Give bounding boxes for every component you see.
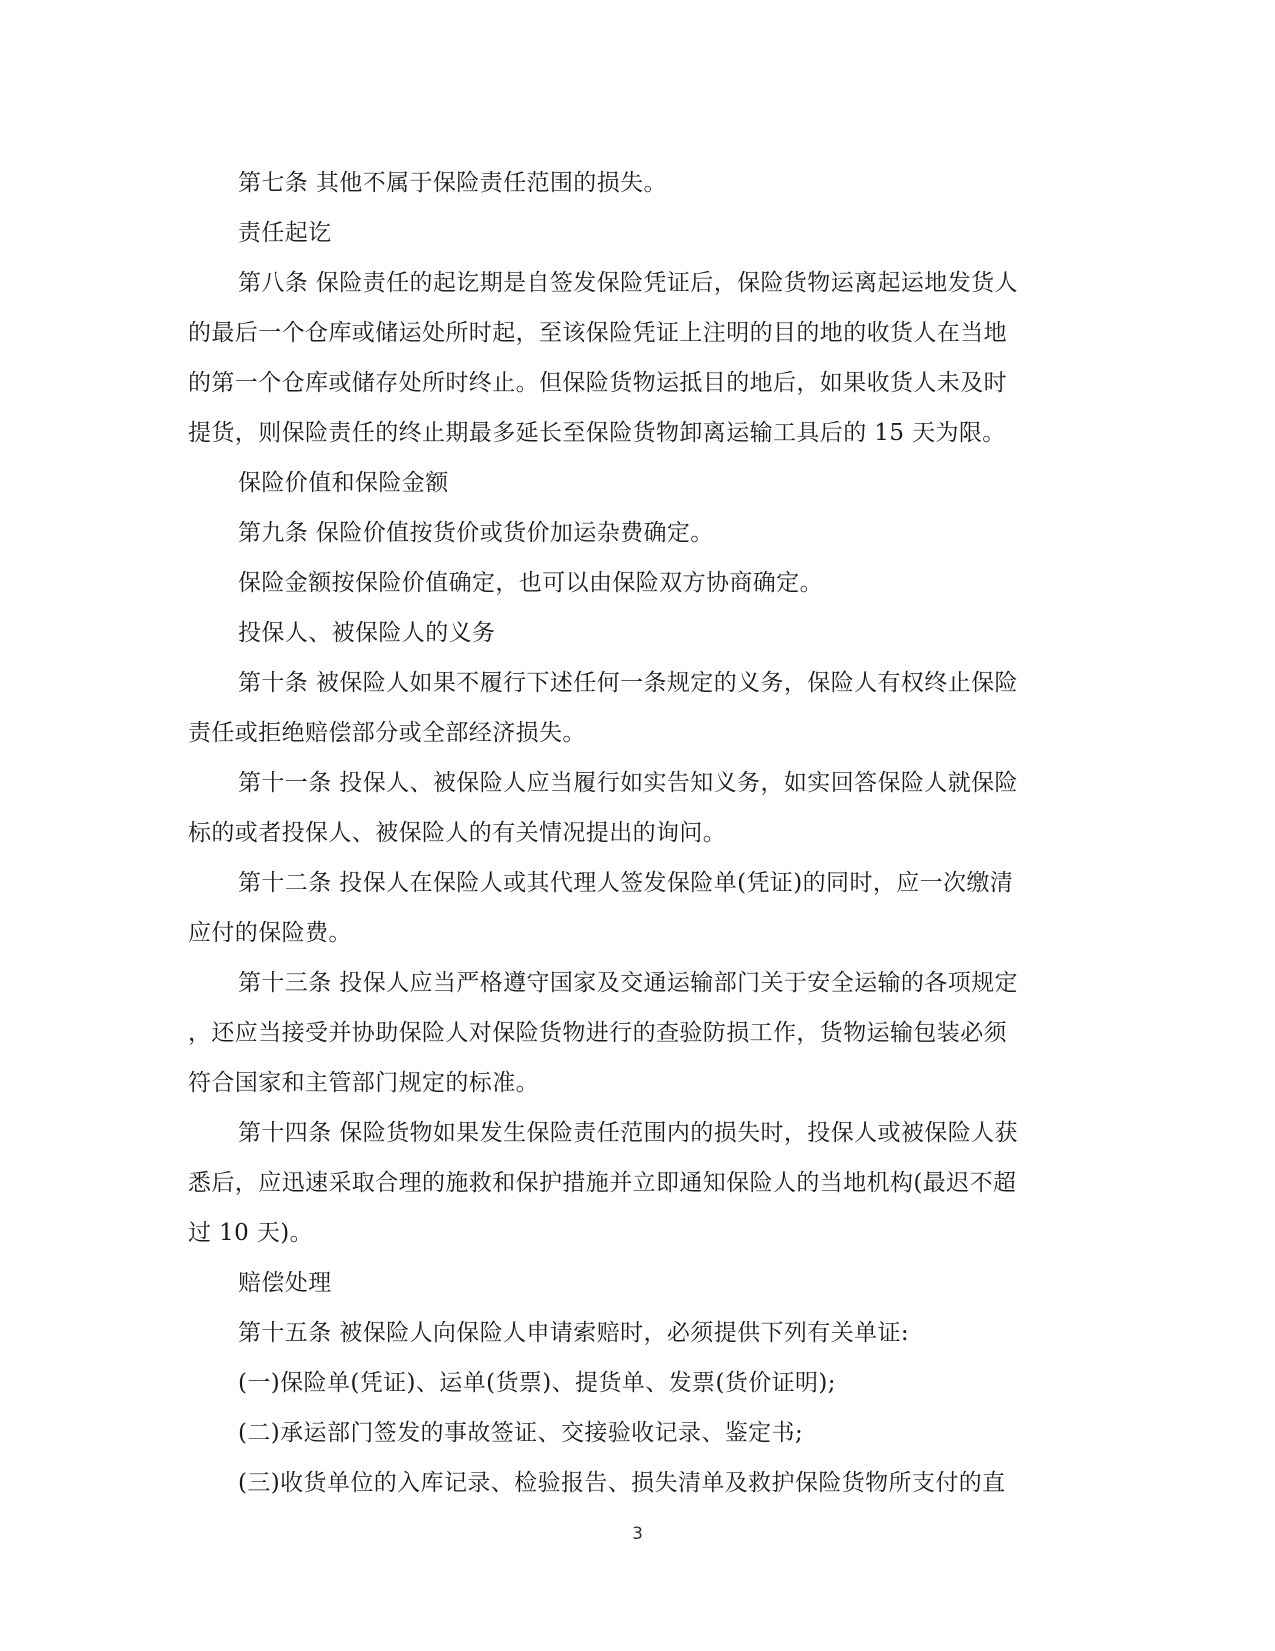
text-line: 责任起讫: [238, 220, 332, 246]
text-line: 第十五条 被保险人向保险人申请索赔时，必须提供下列有关单证:: [238, 1320, 910, 1346]
text-line: 的第一个仓库或储存处所时终止。但保险货物运抵目的地后，如果收货人未及时: [188, 370, 1007, 396]
page-number: 3: [632, 1524, 643, 1544]
text-line: 第十二条 投保人在保险人或其代理人签发保险单(凭证)的同时，应一次缴清: [238, 870, 1014, 896]
text-line: 的最后一个仓库或储运处所时起，至该保险凭证上注明的目的地的收货人在当地: [188, 320, 1007, 346]
text-line: 责任或拒绝赔偿部分或全部经济损失。: [188, 720, 586, 746]
text-line: 第十三条 投保人应当严格遵守国家及交通运输部门关于安全运输的各项规定: [238, 970, 1018, 996]
text-line: 第八条 保险责任的起讫期是自签发保险凭证后，保险货物运离起运地发货人: [238, 270, 1018, 296]
text-line: (三)收货单位的入库记录、检验报告、损失清单及救护保险货物所支付的直: [238, 1470, 1006, 1496]
text-line: 提货，则保险责任的终止期最多延长至保险货物卸离运输工具后的 15 天为限。: [188, 420, 1006, 446]
text-line: 赔偿处理: [238, 1270, 332, 1296]
text-line: 第十条 被保险人如果不履行下述任何一条规定的义务，保险人有权终止保险: [238, 670, 1018, 696]
text-line: (一)保险单(凭证)、运单(货票)、提货单、发票(货价证明);: [238, 1370, 836, 1396]
text-line: 第七条 其他不属于保险责任范围的损失。: [238, 170, 667, 196]
text-line: 标的或者投保人、被保险人的有关情况提出的询问。: [188, 820, 727, 846]
document-body: [188, 158, 1088, 1508]
text-line: 第九条 保险价值按货价或货价加运杂费确定。: [238, 520, 714, 546]
text-line: 保险金额按保险价值确定，也可以由保险双方协商确定。: [238, 570, 823, 596]
text-line: ，还应当接受并协助保险人对保险货物进行的查验防损工作，货物运输包装必须: [188, 1020, 1007, 1046]
text-line: 过 10 天)。: [188, 1220, 314, 1246]
text-line: (二)承运部门签发的事故签证、交接验收记录、鉴定书;: [238, 1420, 804, 1446]
text-line: 悉后，应迅速采取合理的施救和保护措施并立即通知保险人的当地机构(最迟不超: [188, 1170, 1017, 1196]
text-line: 保险价值和保险金额: [238, 470, 449, 496]
text-line: 投保人、被保险人的义务: [238, 620, 496, 646]
text-line: 应付的保险费。: [188, 920, 352, 946]
text-line: 第十一条 投保人、被保险人应当履行如实告知义务，如实回答保险人就保险: [238, 770, 1018, 796]
text-line: 第十四条 保险货物如果发生保险责任范围内的损失时，投保人或被保险人获: [238, 1120, 1018, 1146]
text-line: 符合国家和主管部门规定的标准。: [188, 1070, 539, 1096]
